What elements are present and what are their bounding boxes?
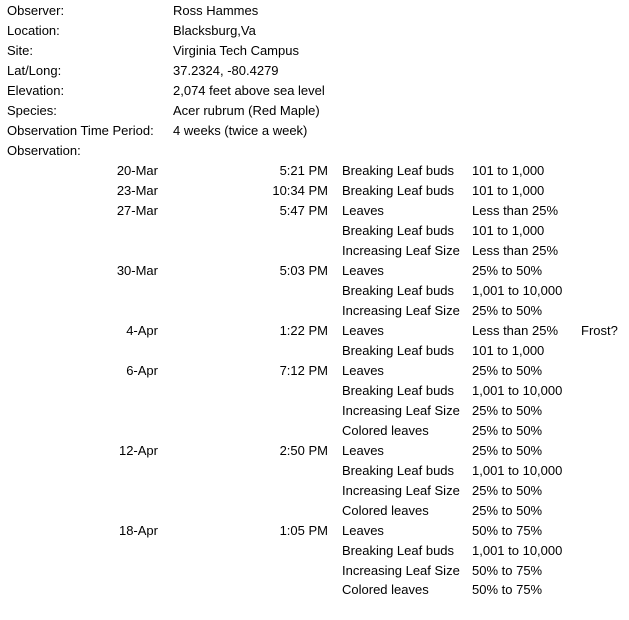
obs-date: 4-Apr bbox=[126, 323, 158, 338]
obs-count: 101 to 1,000 bbox=[472, 223, 545, 238]
obs-phase: Increasing Leaf Size bbox=[342, 303, 460, 318]
obs-count: 101 to 1,000 bbox=[472, 183, 545, 198]
obs-time: 7:12 PM bbox=[279, 363, 328, 378]
obs-count: 25% to 50% bbox=[472, 483, 543, 498]
obs-phase: Colored leaves bbox=[342, 503, 429, 518]
obs-phase: Leaves bbox=[342, 443, 384, 458]
site-value: Virginia Tech Campus bbox=[173, 43, 299, 58]
time-period-value: 4 weeks (twice a week) bbox=[173, 123, 308, 138]
obs-time: 5:21 PM bbox=[279, 163, 328, 178]
obs-count: 1,001 to 10,000 bbox=[472, 283, 563, 298]
obs-count: 25% to 50% bbox=[472, 363, 543, 378]
obs-count: 50% to 75% bbox=[472, 563, 543, 578]
species-value: Acer rubrum (Red Maple) bbox=[173, 103, 320, 118]
obs-count: 25% to 50% bbox=[472, 403, 543, 418]
obs-count: 25% to 50% bbox=[472, 303, 543, 318]
observer-value: Ross Hammes bbox=[173, 3, 259, 18]
obs-time: 10:34 PM bbox=[272, 183, 328, 198]
species-label: Species: bbox=[7, 103, 57, 118]
obs-phase: Breaking Leaf buds bbox=[342, 343, 455, 358]
table-row bbox=[0, 161, 629, 181]
obs-date: 18-Apr bbox=[118, 523, 158, 538]
obs-phase: Leaves bbox=[342, 523, 384, 538]
table-row bbox=[0, 561, 629, 581]
obs-count: 50% to 75% bbox=[472, 582, 543, 597]
table-row bbox=[0, 181, 629, 201]
table-row bbox=[0, 501, 629, 521]
obs-count: Less than 25% bbox=[472, 243, 559, 258]
table-row bbox=[0, 580, 629, 600]
obs-phase: Colored leaves bbox=[342, 582, 429, 597]
obs-date: 23-Mar bbox=[116, 183, 158, 198]
obs-phase: Breaking Leaf buds bbox=[342, 463, 455, 478]
obs-count: 1,001 to 10,000 bbox=[472, 543, 563, 558]
obs-phase: Breaking Leaf buds bbox=[342, 223, 455, 238]
obs-phase: Leaves bbox=[342, 263, 384, 278]
obs-phase: Colored leaves bbox=[342, 423, 429, 438]
obs-count: 25% to 50% bbox=[472, 503, 543, 518]
obs-phase: Breaking Leaf buds bbox=[342, 163, 455, 178]
table-row bbox=[0, 461, 629, 481]
site-label: Site: bbox=[7, 43, 34, 58]
obs-time: 2:50 PM bbox=[279, 443, 328, 458]
obs-count: 25% to 50% bbox=[472, 263, 543, 278]
table-row bbox=[0, 441, 629, 461]
table-row bbox=[0, 261, 629, 281]
location-label: Location: bbox=[7, 23, 60, 38]
obs-count: Less than 25% bbox=[472, 323, 559, 338]
table-row bbox=[0, 401, 629, 421]
elevation-label: Elevation: bbox=[7, 83, 65, 98]
obs-date: 30-Mar bbox=[116, 263, 158, 278]
table-row bbox=[0, 321, 629, 341]
table-row bbox=[0, 421, 629, 441]
observation-label: Observation: bbox=[7, 143, 81, 158]
table-row bbox=[0, 541, 629, 561]
table-row bbox=[0, 221, 629, 241]
obs-count: Less than 25% bbox=[472, 203, 559, 218]
obs-time: 5:03 PM bbox=[279, 263, 328, 278]
obs-count: 50% to 75% bbox=[472, 523, 543, 538]
obs-count: 25% to 50% bbox=[472, 443, 543, 458]
observer-label: Observer: bbox=[7, 3, 65, 18]
location-value: Blacksburg,Va bbox=[173, 23, 256, 38]
latlong-label: Lat/Long: bbox=[7, 63, 62, 78]
obs-phase: Leaves bbox=[342, 323, 384, 338]
obs-time: 5:47 PM bbox=[279, 203, 328, 218]
obs-phase: Leaves bbox=[342, 363, 384, 378]
latlong-value: 37.2324, -80.4279 bbox=[173, 63, 279, 78]
obs-phase: Breaking Leaf buds bbox=[342, 283, 455, 298]
obs-phase: Increasing Leaf Size bbox=[342, 403, 460, 418]
table-row bbox=[0, 301, 629, 321]
obs-phase: Increasing Leaf Size bbox=[342, 243, 460, 258]
obs-count: 25% to 50% bbox=[472, 423, 543, 438]
table-row bbox=[0, 361, 629, 381]
obs-time: 1:22 PM bbox=[279, 323, 328, 338]
obs-phase: Increasing Leaf Size bbox=[342, 483, 460, 498]
table-row bbox=[0, 521, 629, 541]
obs-count: 1,001 to 10,000 bbox=[472, 383, 563, 398]
obs-note: Frost? bbox=[581, 323, 618, 338]
obs-count: 1,001 to 10,000 bbox=[472, 463, 563, 478]
table-row bbox=[0, 201, 629, 221]
obs-phase: Increasing Leaf Size bbox=[342, 563, 460, 578]
obs-phase: Breaking Leaf buds bbox=[342, 383, 455, 398]
obs-date: 6-Apr bbox=[126, 363, 158, 378]
obs-date: 20-Mar bbox=[116, 163, 158, 178]
obs-date: 27-Mar bbox=[116, 203, 158, 218]
table-row bbox=[0, 341, 629, 361]
table-row bbox=[0, 481, 629, 501]
obs-time: 1:05 PM bbox=[279, 523, 328, 538]
table-row bbox=[0, 241, 629, 261]
obs-phase: Breaking Leaf buds bbox=[342, 543, 455, 558]
obs-phase: Leaves bbox=[342, 203, 384, 218]
obs-count: 101 to 1,000 bbox=[472, 343, 545, 358]
table-row bbox=[0, 281, 629, 301]
time-period-label: Observation Time Period: bbox=[7, 123, 154, 138]
obs-count: 101 to 1,000 bbox=[472, 163, 545, 178]
obs-phase: Breaking Leaf buds bbox=[342, 183, 455, 198]
elevation-value: 2,074 feet above sea level bbox=[173, 83, 325, 98]
table-row bbox=[0, 381, 629, 401]
obs-date: 12-Apr bbox=[118, 443, 158, 458]
